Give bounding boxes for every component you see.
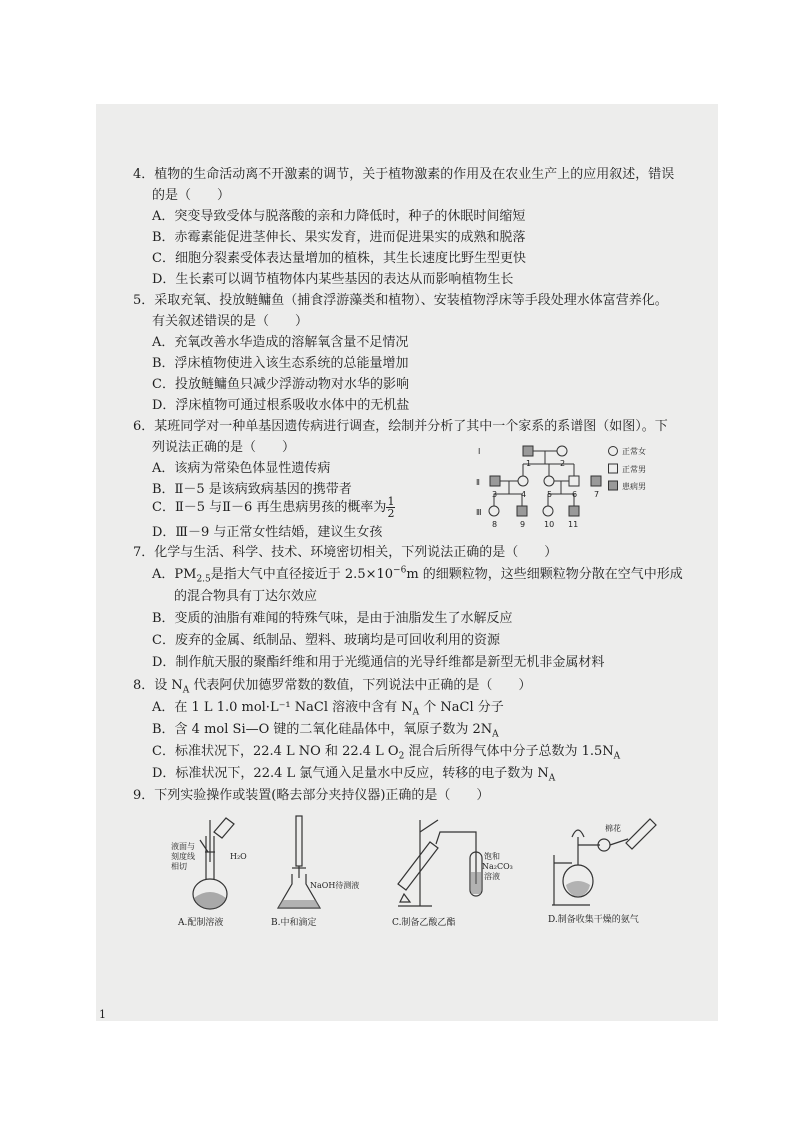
legend-female-label: 正常女 bbox=[622, 447, 646, 456]
id-10: 10 bbox=[544, 520, 555, 529]
label-c1: 饱和 bbox=[484, 852, 500, 861]
id-5: 5 bbox=[547, 490, 553, 499]
q5-option-d: D．浮床植物可通过根系吸收水体中的无机盐 bbox=[152, 398, 410, 413]
q6-stem: 6．某班同学对一种单基因遗传病进行调查，绘制并分析了其中一个家系的系谱图（如图）。下 bbox=[133, 419, 668, 434]
pedigree-ind-4 bbox=[518, 476, 528, 486]
q4-stem-cont: 的是（ ） bbox=[152, 188, 231, 203]
id-9: 9 bbox=[520, 520, 526, 529]
q7-option-b: B．变质的油脂有难闻的特殊气味，是由于油脂发生了水解反应 bbox=[152, 611, 513, 626]
pedigree-diagram bbox=[474, 442, 696, 534]
q6-option-c-text: C．Ⅱ－5 与Ⅱ－6 再生患病男孩的概率为 bbox=[152, 500, 387, 515]
caption-a: A.配制溶液 bbox=[178, 918, 224, 928]
apparatus-c-ester bbox=[380, 810, 490, 910]
label-a1: 液面与 bbox=[171, 842, 195, 851]
q7-stem: 7．化学与生活、科学、技术、环境密切相关，下列说法正确的是（ ） bbox=[133, 545, 558, 560]
q6-stem-cont: 列说法正确的是（ ） bbox=[152, 440, 296, 455]
q7-option-d: D．制作航天服的聚酯纤维和用于光缆通信的光导纤维都是新型无机非金属材料 bbox=[152, 655, 605, 670]
fraction-one-half: $\frac{1}{2}$ bbox=[387, 495, 395, 520]
q8-option-d: D．标准状况下，22.4 L 氯气通入足量水中反应，转移的电子数为 $N_A$ bbox=[152, 766, 556, 784]
caption-c: C.制备乙酸乙酯 bbox=[392, 918, 456, 928]
pedigree-ind-2 bbox=[557, 446, 567, 456]
q6-option-a: A．该病为常染色体显性遗传病 bbox=[152, 461, 331, 476]
id-3: 3 bbox=[492, 490, 498, 499]
q5-option-a: A．充氧改善水华造成的溶解氧含量不足情况 bbox=[152, 335, 409, 350]
id-1: 1 bbox=[526, 459, 532, 468]
q6-option-d: D．Ⅲ－9 与正常女性结婚，建议生女孩 bbox=[152, 525, 383, 540]
label-c3: 溶液 bbox=[484, 872, 500, 881]
q8-option-a: A．在 1 L 1.0 mol·L⁻¹ NaCl 溶液中含有 $N_A$ 个 NaCl 分子 bbox=[152, 700, 504, 718]
label-a2: 刻度线 bbox=[171, 852, 195, 861]
id-6: 6 bbox=[572, 490, 578, 499]
id-8: 8 bbox=[492, 520, 498, 529]
q7-option-c: C．废弃的金属、纸制品、塑料、玻璃均是可回收利用的资源 bbox=[152, 633, 500, 648]
label-a4: H₂O bbox=[230, 852, 247, 861]
label-b1: NaOH待测液 bbox=[310, 881, 360, 890]
q5-stem-cont: 有关叙述错误的是（ ） bbox=[152, 314, 309, 329]
q6-option-c bbox=[152, 496, 395, 519]
q8-option-c: C．标准状况下，22.4 L NO 和 22.4 L $O_2$ 混合后所得气体中分子总数为 $1.5N_A$ bbox=[152, 744, 621, 762]
id-2: 2 bbox=[560, 459, 566, 468]
q7-option-a: A．$PM_{2.5}$是指大气中直径接近于 $2.5\times 10^{-6}m$ 的细颗粒物，这些细颗粒物分散在空气中形成 bbox=[152, 565, 683, 585]
id-7: 7 bbox=[594, 490, 600, 499]
legend-male-icon bbox=[609, 464, 618, 473]
pedigree-ind-3 bbox=[490, 476, 500, 486]
label-a3: 相切 bbox=[171, 862, 187, 871]
q5-option-b: B．浮床植物使进入该生态系统的总能量增加 bbox=[152, 356, 409, 371]
gen-label-2: Ⅱ bbox=[476, 478, 480, 487]
pedigree-ind-9 bbox=[517, 506, 527, 516]
pedigree-ind-5 bbox=[544, 476, 554, 486]
legend-female-icon bbox=[609, 447, 618, 456]
q8-option-b: B．含 4 mol Si—O 键的二氧化硅晶体中，氧原子数为 $2N_A$ bbox=[152, 722, 499, 740]
gen-label-1: Ⅰ bbox=[478, 447, 481, 456]
pedigree-ind-7 bbox=[591, 476, 601, 486]
legend-affected-label: 患病男 bbox=[622, 482, 646, 491]
q4-option-d: D．生长素可以调节植物体内某些基因的表达从而影响植物生长 bbox=[152, 272, 514, 287]
q4-option-b: B．赤霉素能促进茎伸长、果实发育，进而促进果实的成熟和脱落 bbox=[152, 230, 526, 245]
q7-option-a-cont: 的混合物具有丁达尔效应 bbox=[174, 589, 318, 604]
pedigree-ind-1 bbox=[523, 446, 533, 456]
q4-stem: 4．植物的生命活动离不开激素的调节，关于植物激素的作用及在农业生产上的应用叙述，错误 bbox=[133, 167, 675, 182]
caption-d: D.制备收集干燥的氨气 bbox=[548, 915, 639, 925]
pedigree-ind-10 bbox=[543, 506, 553, 516]
pedigree-ind-8 bbox=[489, 506, 499, 516]
legend-male-label: 正常男 bbox=[622, 465, 646, 474]
caption-b: B.中和滴定 bbox=[271, 918, 317, 928]
page-number: 1 bbox=[99, 1008, 106, 1021]
legend-affected-icon bbox=[609, 481, 618, 490]
q8-stem: 8．设 $N_A$ 代表阿伏加德罗常数的数值，下列说法中正确的是（ ） bbox=[133, 678, 532, 696]
pedigree-ind-11 bbox=[569, 506, 579, 516]
apparatus-b-titration bbox=[272, 814, 342, 912]
gen-label-3: Ⅲ bbox=[476, 508, 482, 517]
label-c2: Na₂CO₃ bbox=[482, 862, 513, 871]
q6-option-b: B．Ⅱ－5 是该病致病基因的携带者 bbox=[152, 482, 352, 497]
pedigree-ind-6 bbox=[569, 476, 579, 486]
q5-stem: 5．采取充氧、投放鲢鳙鱼（捕食浮游藻类和植物）、安装植物浮床等手段处理水体富营养化。 bbox=[133, 293, 668, 308]
id-4: 4 bbox=[521, 490, 527, 499]
q9-stem: 9．下列实验操作或装置(略去部分夹持仪器)正确的是（ ） bbox=[133, 788, 490, 803]
q4-option-c: C．细胞分裂素受体表达量增加的植株，其生长速度比野生型更快 bbox=[152, 251, 526, 266]
q4-option-a: A．突变导致受体与脱落酸的亲和力降低时，种子的休眠时间缩短 bbox=[152, 209, 526, 224]
label-d1: 棉花 bbox=[605, 824, 621, 833]
q5-option-c: C．投放鲢鳙鱼只减少浮游动物对水华的影响 bbox=[152, 377, 409, 392]
id-11: 11 bbox=[568, 520, 579, 529]
